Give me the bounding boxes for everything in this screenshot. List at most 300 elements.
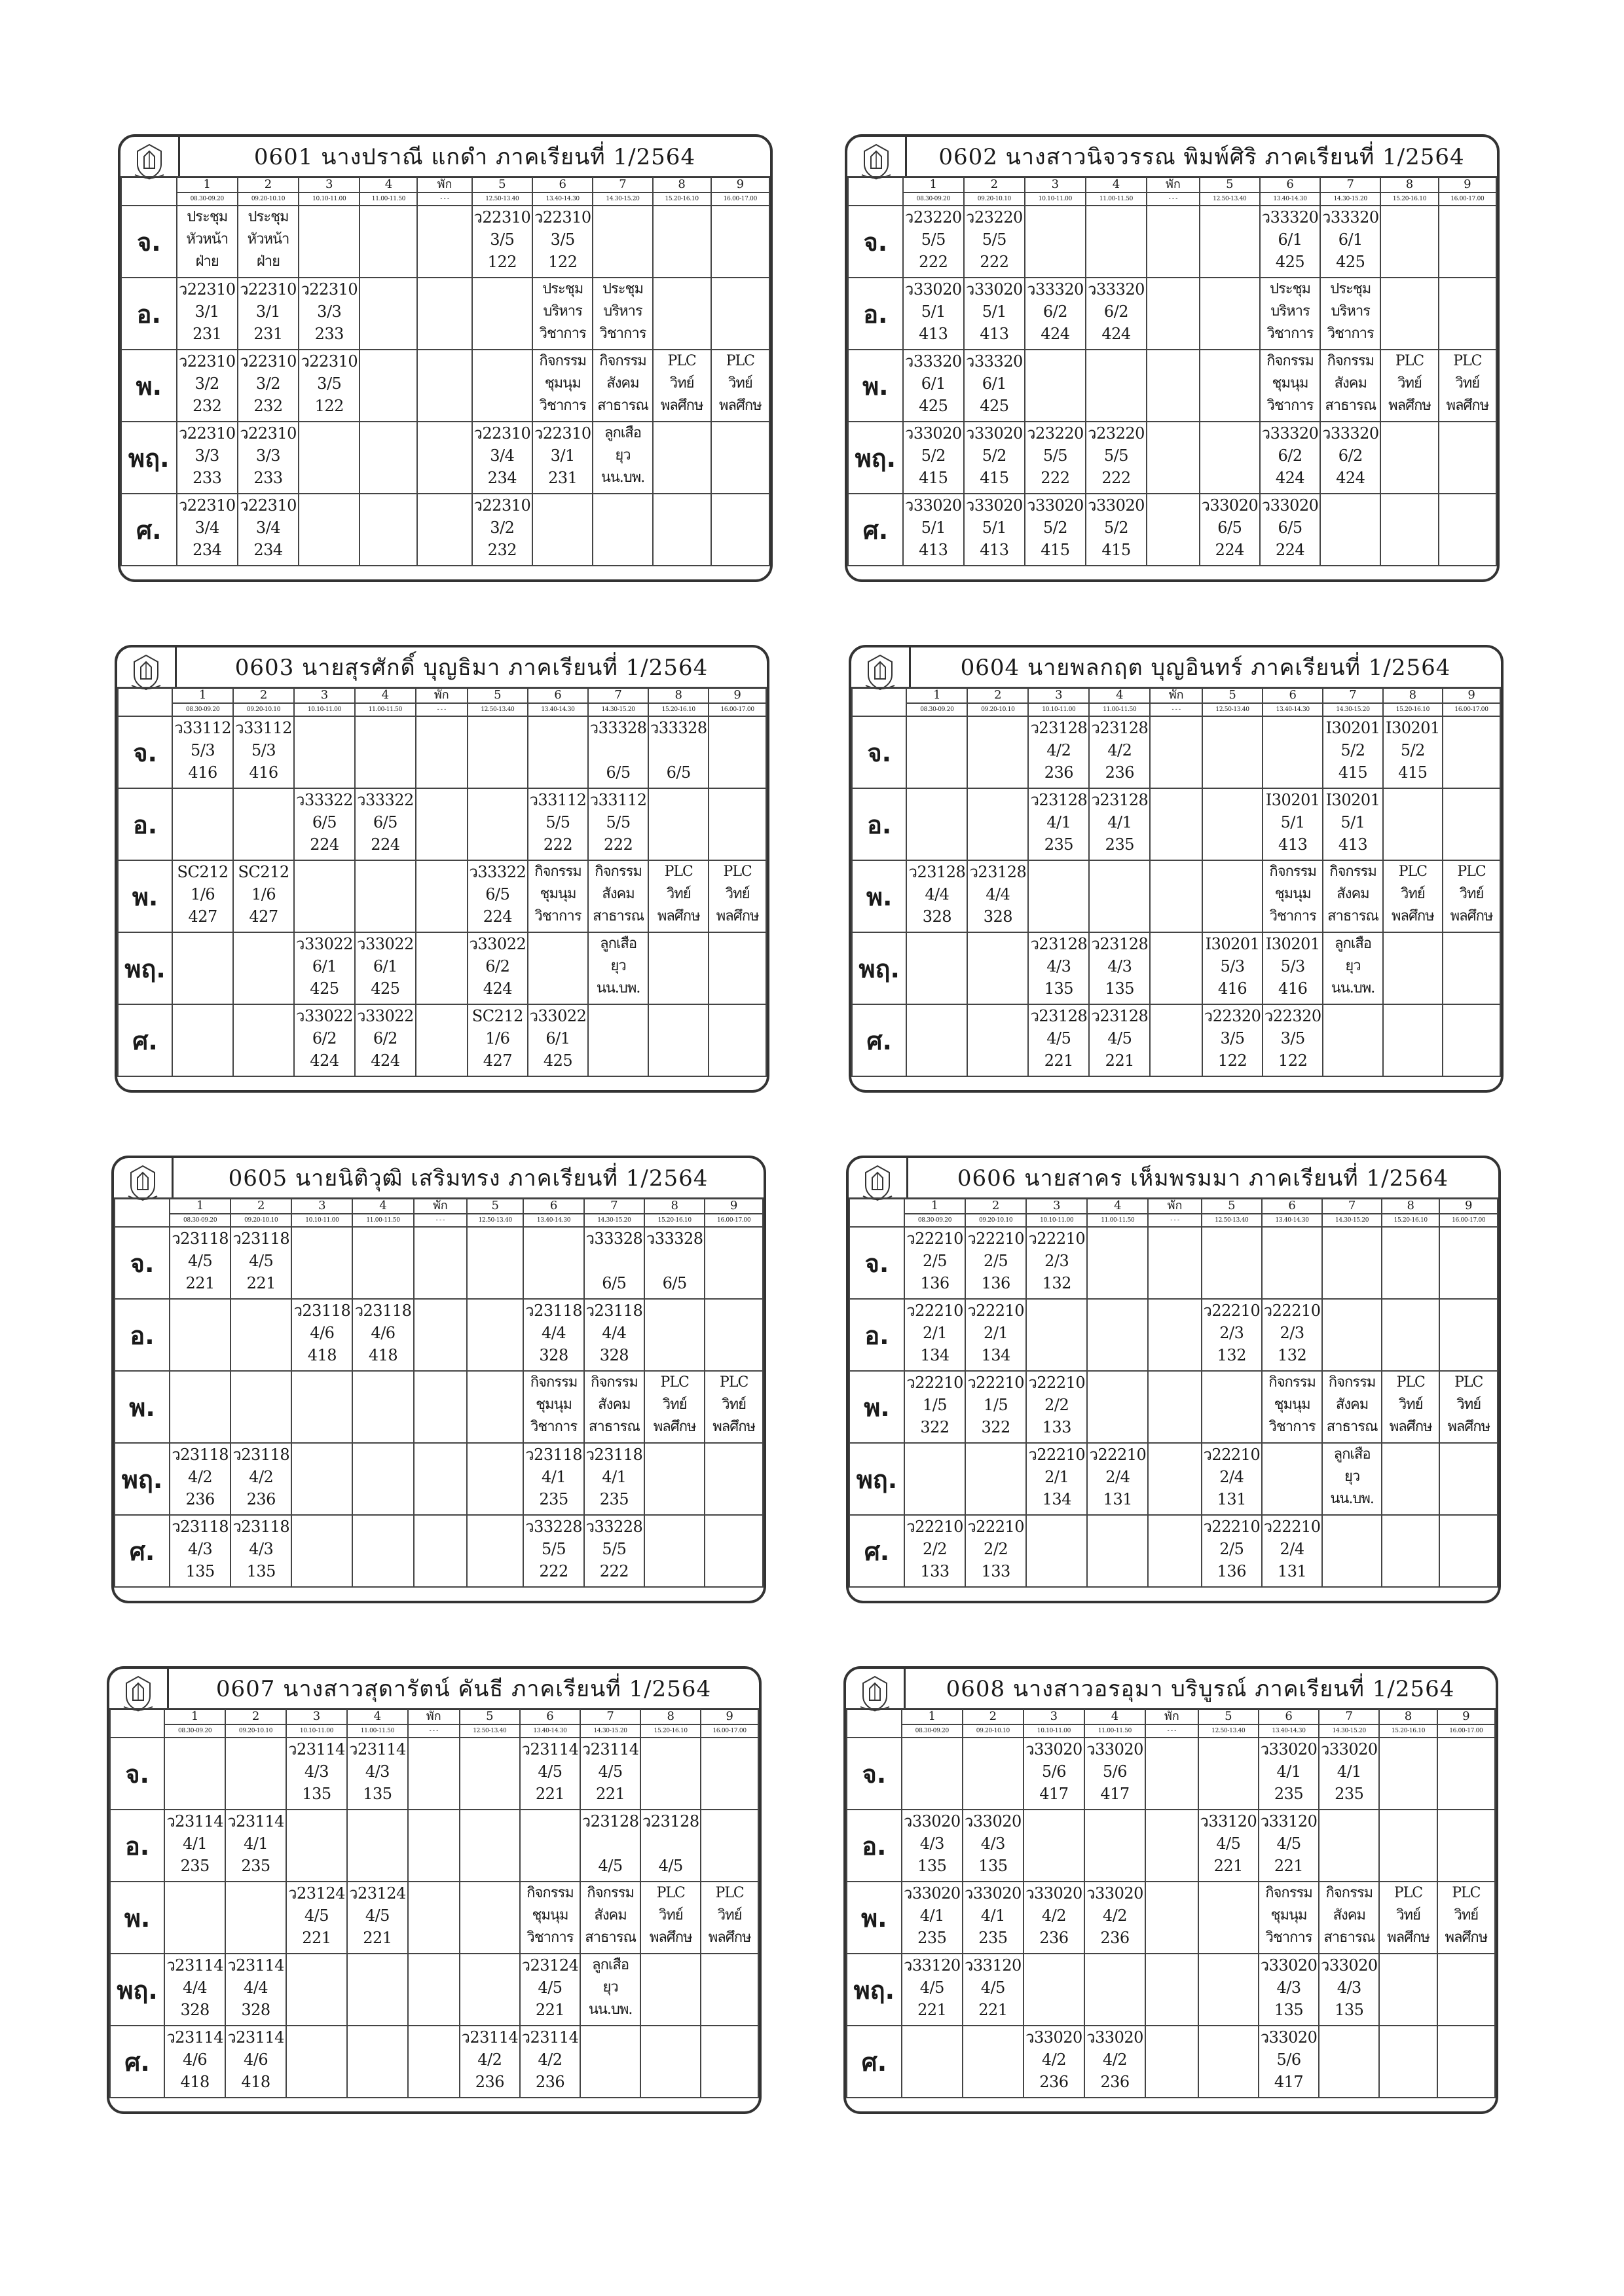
card-title: 0601 นางปราณี แกดำ ภาคเรียนที่ 1/2564 [253,144,696,170]
schedule-cell: ลูกเสือ ยุว นน.บพ. [593,422,652,494]
schedule-cell: กิจกรรม สังคม สาธารณ [584,1371,644,1443]
period-time: 16.00-17.00 [705,1214,763,1227]
period-time: 09.20-10.10 [964,192,1025,206]
period-time: - - - [414,1214,468,1227]
period-number: 2 [964,177,1025,192]
period-number: พัก [414,1198,468,1214]
schedule-cell [417,422,471,494]
day-label: พฤ. [847,1954,902,2026]
schedule-cell [1382,1299,1439,1371]
timetable-card [843,1666,1498,2114]
period-number: 4 [347,1709,408,1724]
school-crest-icon [126,653,166,692]
schedule-cell: ว23128 4/3 135 [1028,932,1089,1004]
period-time: 10.10-11.00 [1025,192,1086,206]
schedule-cell [291,1515,352,1587]
schedule-cell [414,1299,468,1371]
schedule-cell [1437,1738,1495,1810]
schedule-cell: ว22210 2/3 132 [1202,1299,1262,1371]
schedule-cell: ว23128 4/2 236 [1028,716,1089,788]
schedule-cell [701,1954,758,2026]
period-number: 5 [1202,687,1263,703]
period-time: 11.00-11.50 [1087,1214,1148,1227]
schedule-cell: ว23128 4/4 328 [906,860,967,932]
period-time: 13.40-14.30 [532,192,593,206]
day-label: พฤ. [852,932,906,1004]
period-time: 12.50-13.40 [467,1214,523,1227]
period-number: 2 [967,687,1028,703]
period-time: 10.10-11.00 [1026,1214,1087,1227]
period-time: 16.00-17.00 [711,192,769,206]
schedule-cell: PLC วิทย์ พลศึกษ [1439,1371,1498,1443]
schedule-cell: ว33022 6/2 424 [355,1004,416,1076]
card-title: 0605 นายนิติวุฒิ เสริมทรง ภาคเรียนที่ 1/2564 [228,1165,709,1192]
schedule-cell [1089,860,1150,932]
schedule-cell [1198,1882,1259,1954]
day-row [848,206,1496,278]
schedule-cell [355,716,416,788]
period-time: 09.20-10.10 [965,1214,1026,1227]
period-number: 8 [1383,687,1443,703]
period-time: 09.20-10.10 [967,703,1028,716]
schedule-cell: PLC วิทย์ พลศึกษ [1383,860,1443,932]
schedule-cell [1150,788,1202,860]
schedule-cell [294,716,355,788]
period-time: 10.10-11.00 [286,1724,347,1738]
schedule-cell: ว22210 2/2 133 [904,1515,965,1587]
schedule-cell: ว23118 4/6 418 [352,1299,413,1371]
day-label: พฤ. [848,422,903,494]
period-time: 13.40-14.30 [528,703,588,716]
schedule-cell [965,1443,1026,1515]
period-time: 10.10-11.00 [1028,703,1089,716]
schedule-cell: ว23114 4/5 221 [580,1738,640,1810]
schedule-cell: PLC วิทย์ พลศึกษ [648,860,709,932]
schedule-cell [1147,422,1200,494]
period-time: 12.50-13.40 [468,703,528,716]
period-time: 08.30-09.20 [170,1214,231,1227]
schedule-cell [1439,278,1496,350]
schedule-cell [648,932,709,1004]
schedule-cell: ว22210 2/4 131 [1262,1515,1322,1587]
period-number: 9 [701,1709,758,1724]
schedule-cell: ลูกเสือ ยุว นน.บพ. [1322,1443,1382,1515]
schedule-cell [416,716,468,788]
schedule-cell [701,1810,758,1882]
schedule-cell [1200,206,1260,278]
day-label: ศ. [847,2026,902,2098]
schedule-cell [1379,1954,1437,2026]
schedule-cell [467,1371,523,1443]
schedule-cell: ว23128 4/3 135 [1089,932,1150,1004]
schedule-table [109,1708,759,2098]
schedule-cell [294,860,355,932]
period-time: 13.40-14.30 [1260,192,1320,206]
period-number: 7 [1319,1709,1379,1724]
schedule-cell: ว33322 6/5 224 [355,788,416,860]
schedule-cell: ว33320 6/1 425 [1320,206,1380,278]
schedule-cell [967,788,1028,860]
schedule-cell: ว33020 5/2 415 [1086,494,1147,566]
schedule-cell [299,422,360,494]
schedule-cell [1148,1371,1201,1443]
period-time: - - - [408,1724,460,1738]
period-number: 4 [1086,177,1147,192]
period-number: 3 [1025,177,1086,192]
schedule-cell [902,1738,963,1810]
schedule-cell: ว33328 6/5 [588,716,648,788]
period-number: 6 [520,1709,580,1724]
schedule-cell: ว22310 3/4 234 [472,422,532,494]
schedule-cell: ว23220 5/5 222 [964,206,1025,278]
schedule-cell [1443,788,1500,860]
period-time: 15.20-16.10 [1380,192,1438,206]
timetable-card [111,1156,766,1603]
period-time: 12.50-13.40 [1202,703,1263,716]
schedule-cell [711,278,769,350]
schedule-cell [644,1299,705,1371]
schedule-cell: ว33020 4/1 235 [1259,1738,1319,1810]
period-time: - - - [1145,1724,1198,1738]
period-number: 8 [1382,1198,1439,1214]
day-label: อ. [121,278,177,350]
schedule-cell: ว23118 4/1 235 [523,1443,583,1515]
timetable-card [846,1156,1501,1603]
schedule-cell [1145,1738,1198,1810]
day-label: จ. [849,1227,904,1299]
schedule-cell: I30201 5/2 415 [1383,716,1443,788]
period-time: 14.30-15.20 [584,1214,644,1227]
period-number: 4 [1084,1709,1145,1724]
schedule-cell [1026,1299,1087,1371]
schedule-cell [701,1738,758,1810]
day-label: ศ. [121,494,177,566]
schedule-cell [170,1371,231,1443]
schedule-cell [1145,1954,1198,2026]
schedule-cell: ว33020 4/3 135 [1259,1954,1319,2026]
schedule-cell [1198,2026,1259,2098]
schedule-cell: ว22310 3/3 233 [177,422,238,494]
day-row [852,788,1500,860]
day-row [110,1954,758,2026]
schedule-cell [1202,788,1263,860]
schedule-cell [360,422,417,494]
schedule-cell [1028,860,1089,932]
schedule-cell [1382,1443,1439,1515]
schedule-cell: ว33228 5/5 222 [584,1515,644,1587]
day-label: พ. [121,350,177,422]
schedule-cell [644,1515,705,1587]
card-title: 0604 นายพลกฤต บุญอินทร์ ภาคเรียนที่ 1/2564 [960,655,1451,681]
card-header [117,647,767,689]
card-title: 0607 นางสาวสุดารัตน์ คันธี ภาคเรียนที่ 1/2564 [215,1676,712,1702]
day-label: จ. [118,716,172,788]
schedule-cell [640,1954,701,2026]
schedule-cell: ว22310 3/5 122 [299,350,360,422]
schedule-cell: ว33120 4/5 221 [1259,1810,1319,1882]
schedule-cell: ว23114 4/1 235 [164,1810,225,1882]
schedule-cell: กิจกรรม สังคม สาธารณ [580,1882,640,1954]
period-time: 14.30-15.20 [1322,1214,1382,1227]
period-time: 14.30-15.20 [580,1724,640,1738]
schedule-cell [1198,1738,1259,1810]
schedule-cell: ว22310 3/5 122 [472,206,532,278]
schedule-cell: ว23114 4/4 328 [164,1954,225,2026]
period-time: 15.20-16.10 [1382,1214,1439,1227]
schedule-cell [1443,716,1500,788]
schedule-cell [1380,278,1438,350]
day-label: พ. [110,1882,164,1954]
schedule-cell: ว33328 6/5 [584,1227,644,1299]
schedule-cell [233,932,294,1004]
period-time: 10.10-11.00 [291,1214,352,1227]
day-row [121,494,769,566]
day-label: พ. [847,1882,902,1954]
schedule-cell: กิจกรรม ชุมนุม วิชาการ [1263,860,1323,932]
period-number: 9 [1439,177,1496,192]
schedule-cell: ว23124 4/5 221 [347,1882,408,1954]
schedule-cell: ลูกเสือ ยุว นน.บพ. [588,932,648,1004]
schedule-cell: ว33322 6/5 224 [294,788,355,860]
schedule-cell: ว33112 5/3 416 [233,716,294,788]
schedule-cell: กิจกรรม ชุมนุม วิชาการ [1259,1882,1319,1954]
schedule-cell [1086,350,1147,422]
day-row [852,860,1500,932]
schedule-cell [1147,206,1200,278]
schedule-cell: กิจกรรม ชุมนุม วิชาการ [520,1882,580,1954]
schedule-cell [1380,494,1438,566]
schedule-cell: ว22310 3/3 233 [238,422,299,494]
schedule-cell [352,1227,413,1299]
schedule-cell [1262,1443,1322,1515]
day-row [110,1810,758,1882]
period-number: 8 [653,177,711,192]
period-time: 13.40-14.30 [1263,703,1323,716]
schedule-cell [286,1954,347,2026]
period-number: 7 [588,687,648,703]
schedule-cell [408,1882,460,1954]
schedule-cell [360,350,417,422]
period-number: 6 [532,177,593,192]
schedule-cell [1202,1227,1262,1299]
schedule-cell: ว22210 2/5 136 [965,1227,1026,1299]
schedule-cell: PLC วิทย์ พลศึกษ [1382,1371,1439,1443]
schedule-cell [588,1004,648,1076]
day-row [115,1443,763,1515]
schedule-cell [653,422,711,494]
period-number: 9 [705,1198,763,1214]
period-number: 8 [1379,1709,1437,1724]
schedule-cell: ว22320 3/5 122 [1263,1004,1323,1076]
schedule-cell: ว33112 5/5 222 [588,788,648,860]
timetable-card [845,134,1500,582]
period-number: 7 [584,1198,644,1214]
schedule-cell [460,1738,520,1810]
schedule-cell [460,1810,520,1882]
schedule-cell [233,788,294,860]
schedule-cell [360,494,417,566]
day-label: ศ. [852,1004,906,1076]
period-time: 14.30-15.20 [588,703,648,716]
period-time: 14.30-15.20 [1319,1724,1379,1738]
schedule-cell [164,1882,225,1954]
period-time: 15.20-16.10 [1379,1724,1437,1738]
day-row [118,788,766,860]
schedule-cell: ว23118 4/3 135 [170,1515,231,1587]
schedule-cell [906,932,967,1004]
schedule-cell: ประชุม บริหาร วิชาการ [1320,278,1380,350]
schedule-cell: ว33320 6/2 424 [1260,422,1320,494]
schedule-cell [468,788,528,860]
school-crest-icon [855,1674,895,1713]
schedule-cell: ว23114 4/3 135 [286,1738,347,1810]
day-label: อ. [849,1299,904,1371]
card-title: 0608 นางสาวอรอุมา บริบูรณ์ ภาคเรียนที่ 1/2564 [946,1676,1455,1702]
schedule-cell: กิจกรรม ชุมนุม วิชาการ [532,350,593,422]
schedule-cell: ว33320 6/1 425 [1260,206,1320,278]
day-row [847,1738,1495,1810]
schedule-cell: ว33022 6/1 425 [528,1004,588,1076]
day-row [849,1227,1498,1299]
period-time: 08.30-09.20 [177,192,238,206]
schedule-cell: ว23118 4/1 235 [584,1443,644,1515]
schedule-cell: ว33320 6/2 424 [1086,278,1147,350]
schedule-cell: ว33020 4/2 236 [1084,2026,1145,2098]
schedule-cell: ว23128 4/1 235 [1028,788,1089,860]
schedule-cell: ว33022 6/1 425 [294,932,355,1004]
schedule-cell: ว33020 5/6 417 [1259,2026,1319,2098]
period-time: 16.00-17.00 [1437,1724,1495,1738]
schedule-cell [408,1810,460,1882]
period-number: 3 [1026,1198,1087,1214]
schedule-cell: SC212 1/6 427 [233,860,294,932]
card-title: 0602 นางสาวนิจวรรณ พิมพ์ศิริ ภาคเรียนที่ 1/2564 [938,144,1465,170]
period-number: 5 [467,1198,523,1214]
schedule-cell [299,494,360,566]
period-number: 8 [640,1709,701,1724]
schedule-cell: ว23118 4/2 236 [170,1443,231,1515]
schedule-cell: ว23114 4/3 135 [347,1738,408,1810]
schedule-cell [648,788,709,860]
schedule-cell: กิจกรรม สังคม สาธารณ [593,350,652,422]
period-number: 6 [523,1198,583,1214]
schedule-cell: ว22210 2/5 136 [1202,1515,1262,1587]
schedule-cell [1200,350,1260,422]
period-number: 7 [1322,1198,1382,1214]
schedule-cell [1147,494,1200,566]
schedule-cell [711,494,769,566]
schedule-cell [414,1371,468,1443]
schedule-cell [360,278,417,350]
day-row [115,1515,763,1587]
schedule-cell [416,788,468,860]
schedule-cell [1150,932,1202,1004]
schedule-cell: ว33020 5/6 417 [1024,1738,1084,1810]
period-number: พัก [1150,687,1202,703]
day-label: จ. [852,716,906,788]
period-number: 1 [177,177,238,192]
schedule-cell [1383,1004,1443,1076]
day-header-blank [115,1198,170,1227]
schedule-cell [231,1299,291,1371]
school-crest-icon [119,1674,158,1713]
day-label: อ. [115,1299,170,1371]
period-number: 2 [233,687,294,703]
day-label: พฤ. [110,1954,164,2026]
schedule-cell [701,2026,758,2098]
schedule-cell: ว22210 1/5 322 [965,1371,1026,1443]
schedule-cell [467,1227,523,1299]
period-number: 2 [965,1198,1026,1214]
schedule-cell [1087,1299,1148,1371]
period-number: พัก [417,177,471,192]
day-row [110,2026,758,2098]
schedule-cell: ว33022 6/2 424 [468,932,528,1004]
schedule-cell [417,494,471,566]
day-label: อ. [847,1810,902,1882]
schedule-cell [1084,1954,1145,2026]
schedule-cell [1439,1515,1498,1587]
schedule-cell: ว33020 6/5 224 [1260,494,1320,566]
day-header-blank [848,177,903,206]
period-number: 6 [1262,1198,1322,1214]
schedule-cell: ว23114 4/1 235 [225,1810,286,1882]
day-row [852,932,1500,1004]
schedule-cell [225,1738,286,1810]
schedule-cell [1439,1299,1498,1371]
schedule-cell: ว23128 4/5 221 [1089,1004,1150,1076]
day-header-blank [849,1198,904,1227]
day-header-blank [852,687,906,716]
schedule-cell: ว22310 3/1 231 [238,278,299,350]
schedule-table [120,176,770,566]
schedule-cell: ว22210 2/5 136 [904,1227,965,1299]
period-number: พัก [1147,177,1200,192]
schedule-cell: ว23118 4/4 328 [523,1299,583,1371]
period-time: - - - [417,192,471,206]
schedule-cell: ว33120 4/5 221 [963,1954,1024,2026]
period-time: 15.20-16.10 [644,1214,705,1227]
schedule-cell: I30201 5/3 416 [1202,932,1263,1004]
day-label: ศ. [110,2026,164,2098]
day-label: พ. [852,860,906,932]
period-time: 08.30-09.20 [903,192,964,206]
schedule-cell [1198,1954,1259,2026]
period-time: 11.00-11.50 [1089,703,1150,716]
schedule-cell [408,2026,460,2098]
day-row [852,1004,1500,1076]
school-crest-icon [858,1163,897,1203]
day-label: ศ. [118,1004,172,1076]
period-time: 16.00-17.00 [701,1724,758,1738]
period-number: 3 [294,687,355,703]
schedule-cell: ว33020 5/6 417 [1084,1738,1145,1810]
schedule-cell: กิจกรรม ชุมนุม วิชาการ [528,860,588,932]
period-time: 09.20-10.10 [963,1724,1024,1738]
period-time: 08.30-09.20 [904,1214,965,1227]
schedule-cell: ว23124 4/5 221 [520,1954,580,2026]
schedule-cell: ว33020 4/3 135 [1319,1954,1379,2026]
schedule-cell [1024,1954,1084,2026]
schedule-cell [414,1515,468,1587]
schedule-cell: PLC วิทย์ พลศึกษ [1439,350,1496,422]
schedule-cell [233,1004,294,1076]
period-time: 11.00-11.50 [352,1214,413,1227]
schedule-cell: ว22210 2/1 134 [904,1299,965,1371]
schedule-cell: กิจกรรม ชุมนุม วิชาการ [1262,1371,1322,1443]
schedule-cell [709,1004,766,1076]
schedule-cell [1150,860,1202,932]
